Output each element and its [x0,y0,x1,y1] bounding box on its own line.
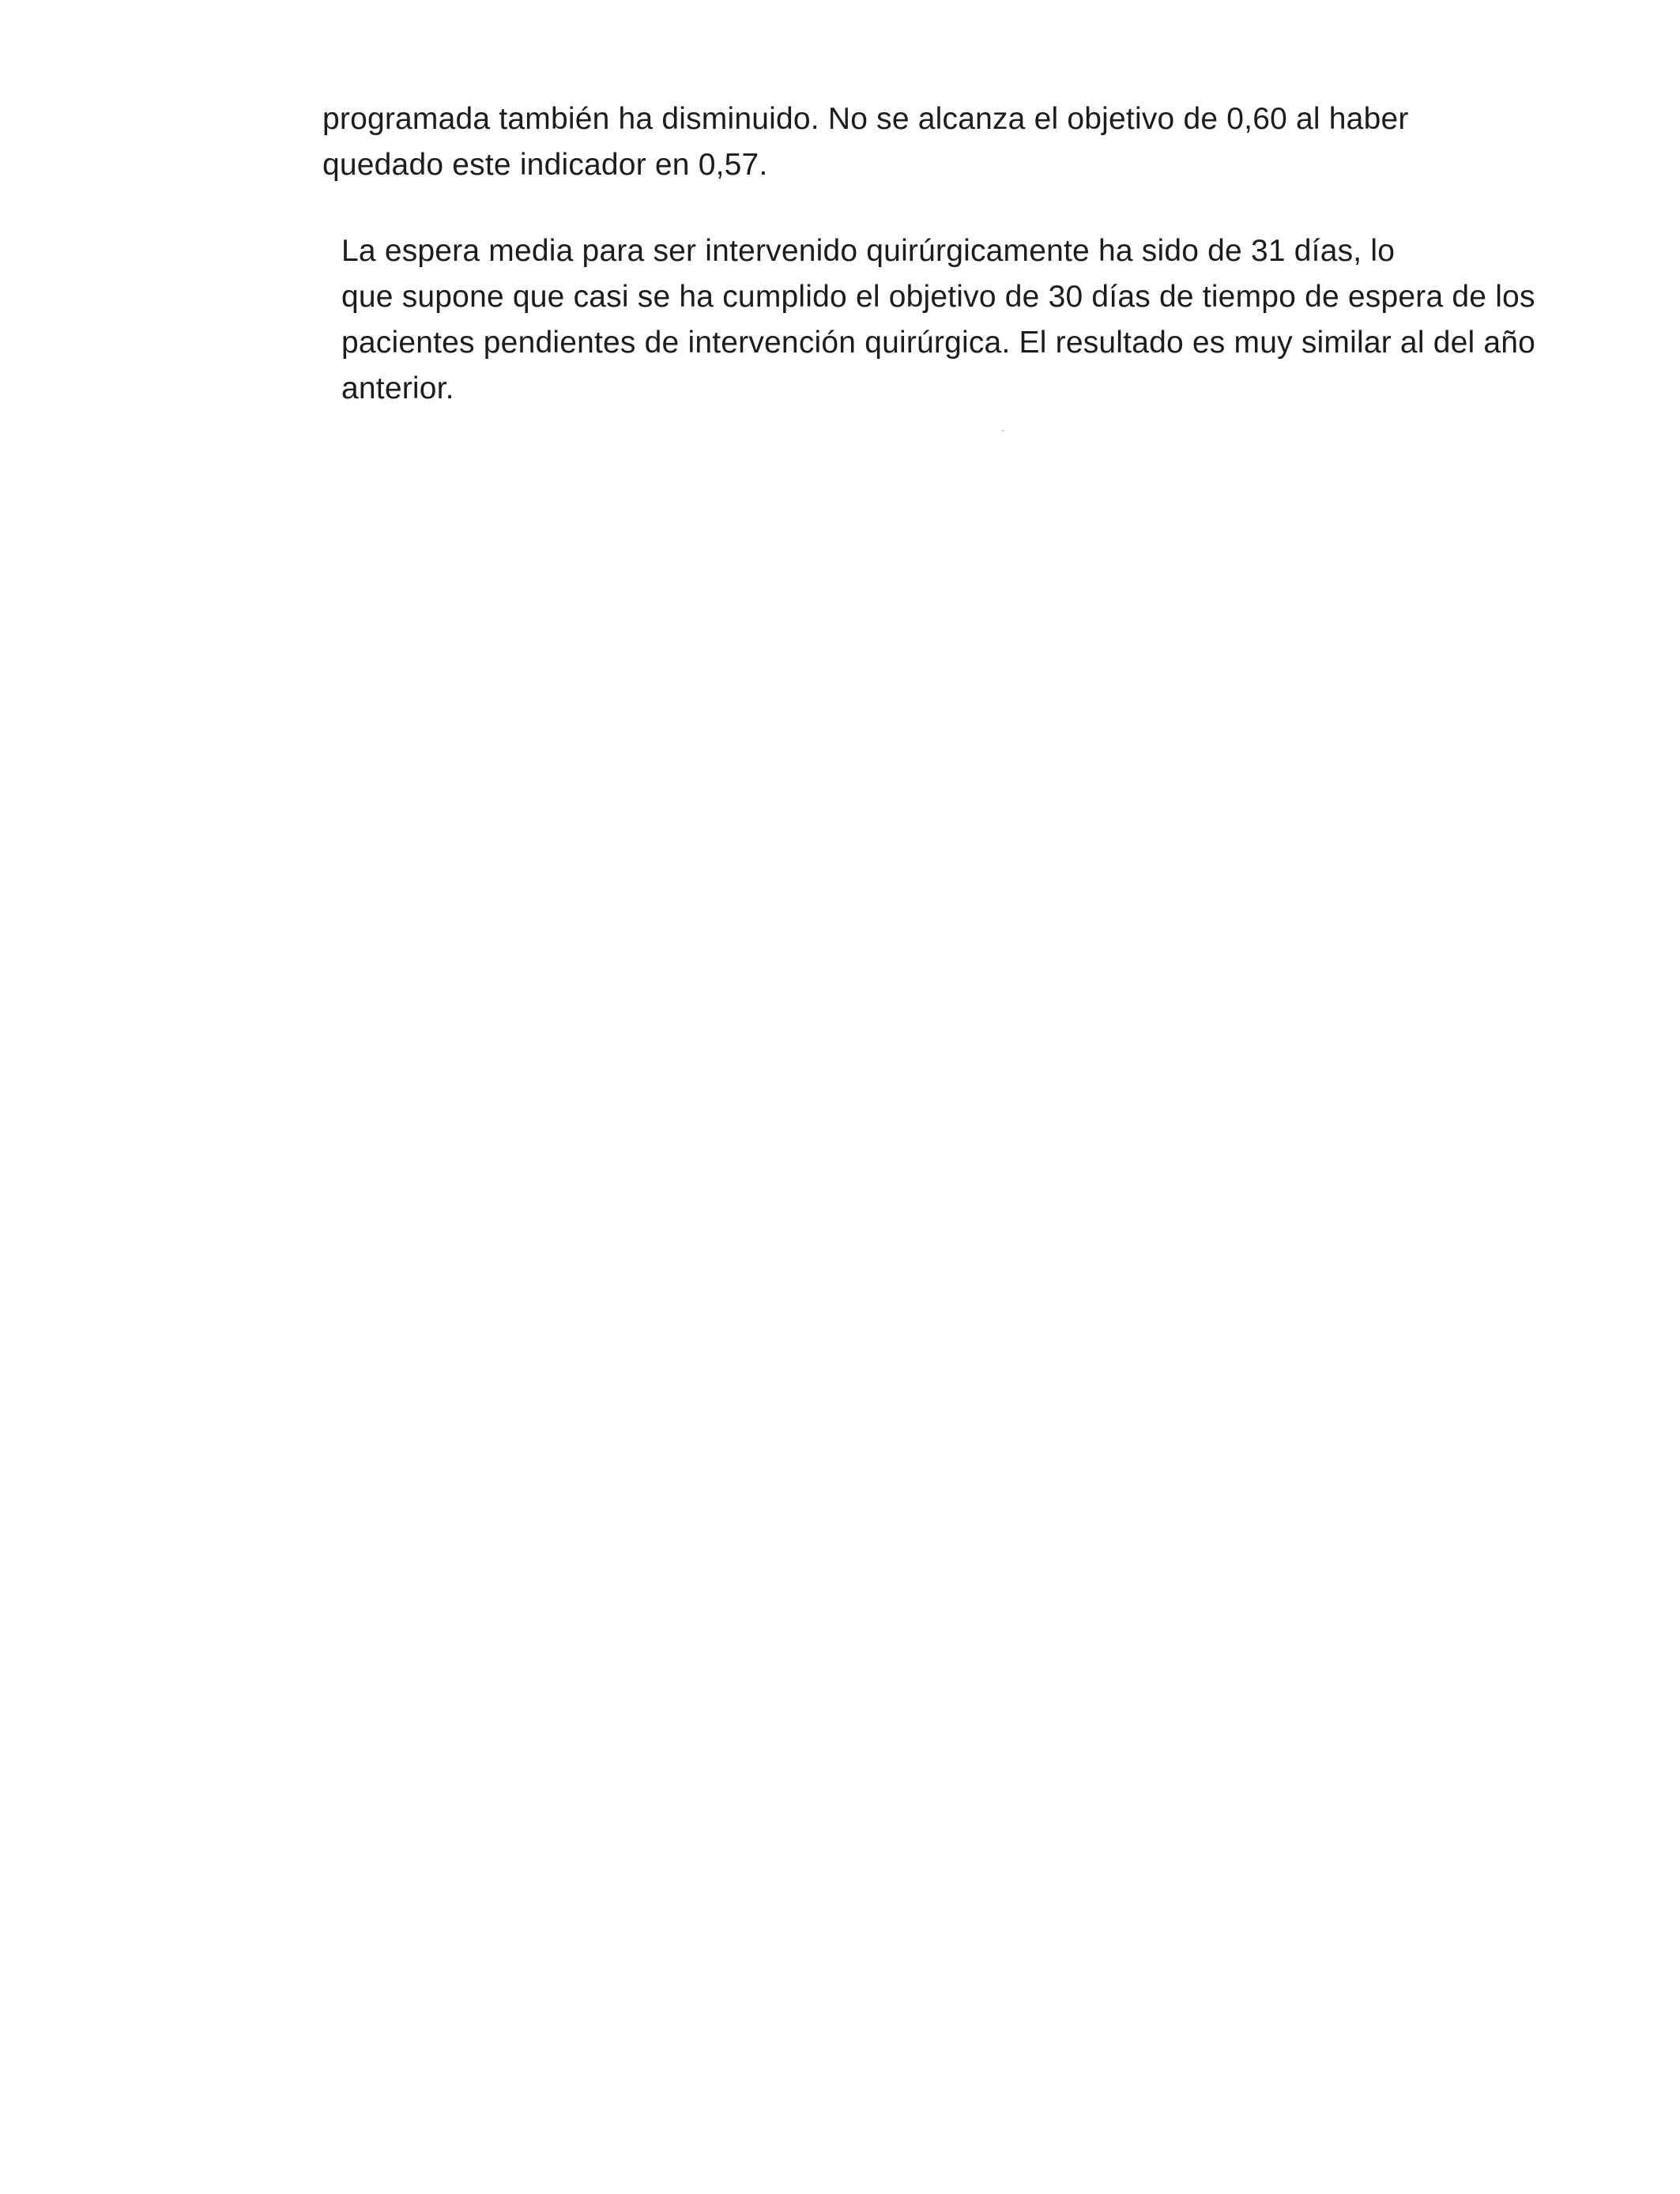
paragraph-line: quedado este indicador en 0,57. [322,148,768,182]
paragraph-line: programada también ha disminuido. No se alcanza el objetivo de 0,60 al haber [322,102,1409,136]
paragraph-line: anterior. [341,371,454,405]
paragraph-line: La espera media para ser intervenido quirúrgicamente ha sido de 31 días, lo [341,234,1396,268]
paragraph-continuation [322,96,1409,188]
paragraph-waiting-time [224,228,1536,412]
paragraph-line: pacientes pendientes de intervención quirúrgica. El resultado es muy similar al del año [341,326,1536,360]
paragraph-line: que supone que casi se ha cumplido el objetivo de 30 días de tiempo de espera de los [341,280,1535,314]
scan-speck [1002,430,1004,432]
